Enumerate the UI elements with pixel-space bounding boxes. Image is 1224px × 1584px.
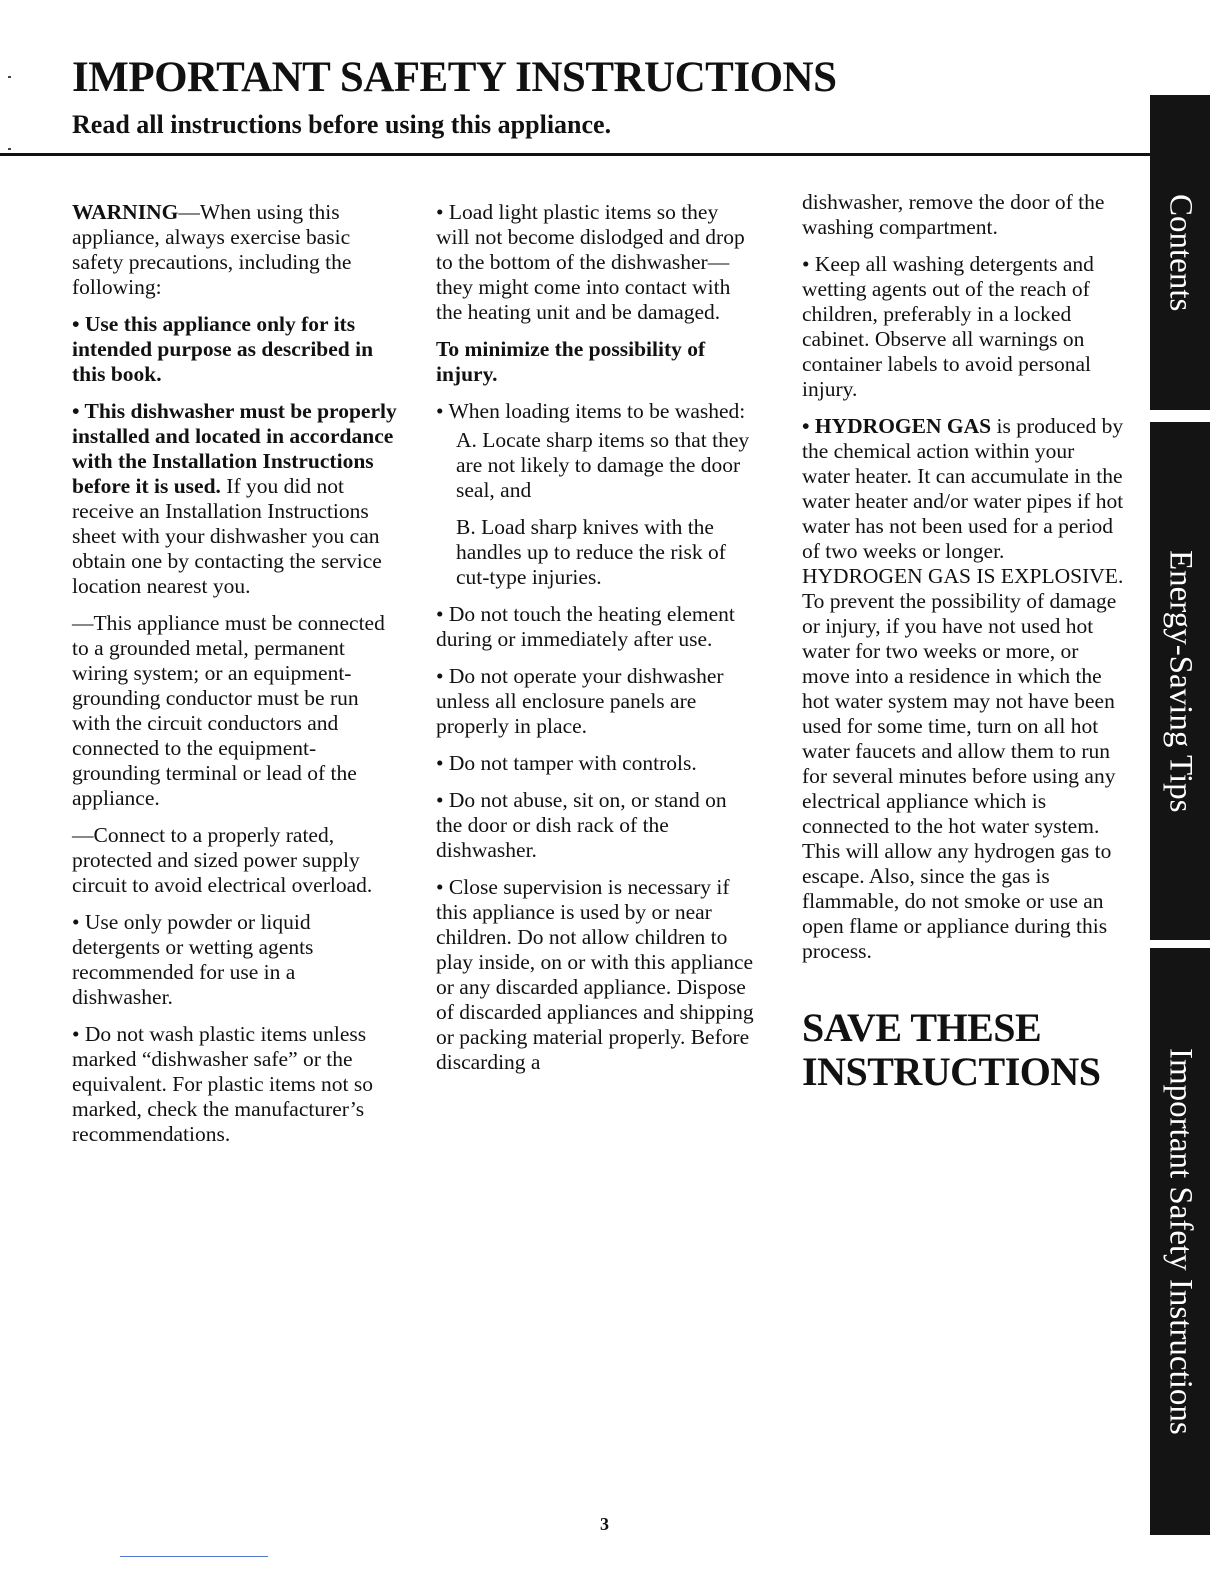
footer-line — [120, 1556, 268, 1557]
warning-text: —When using this appliance, always exercise basic safety precautions, including the following: — [72, 200, 352, 299]
heating-element-item: • Do not touch the heating element during or immediately after use. — [436, 602, 735, 651]
side-tab-label: Important Safety Instructions — [1162, 1048, 1199, 1435]
supervision-item: • Close supervision is necessary if this appliance is used by or near children. Do not allow children to play inside, on or with this appliance or any discarded appliance. Dispose of discarded appliances and shipping or packing material properly. Before discarding a — [436, 875, 754, 1074]
warning-label: WARNING — [72, 200, 179, 224]
installation-bold: • This dishwasher must be properly installed and located in accordance with the Installation Instructions before it is used. — [72, 399, 397, 498]
enclosure-panels-item: • Do not operate your dishwasher unless all enclosure panels are properly in place. — [436, 664, 724, 738]
side-tab-important-safety-instructions[interactable] — [1150, 948, 1210, 1535]
column-middle — [436, 200, 756, 1087]
column-right — [802, 190, 1124, 1106]
page-number: 3 — [600, 1514, 609, 1534]
controls-item: • Do not tamper with controls. — [436, 751, 697, 775]
detergent-storage-item: • Keep all washing detergents and wetting agents out of the reach of children, preferably in a locked cabinet. Observe all warnings on container labels to avoid personal injury. — [802, 252, 1094, 401]
detergent-item: • Use only powder or liquid detergents or wetting agents recommended for use in a dishwasher. — [72, 910, 314, 1009]
loading-subitem-b: B. Load sharp knives with the handles up to reduce the risk of cut-type injuries. — [456, 515, 726, 589]
abuse-item: • Do not abuse, sit on, or stand on the door or dish rack of the dishwasher. — [436, 788, 727, 862]
hydrogen-gas-item — [802, 414, 1124, 964]
light-plastic-item: • Load light plastic items so they will not become dislodged and drop to the bottom of the dishwasher—they might come into contact with the heating unit and be damaged. — [436, 200, 745, 324]
loading-subitem-a: A. Locate sharp items so that they are not likely to damage the door seal, and — [456, 428, 750, 502]
margin-mark — [8, 76, 11, 78]
side-tab-label: Energy-Saving Tips — [1162, 549, 1199, 813]
hydrogen-gas-bold: • HYDROGEN GAS — [802, 414, 992, 438]
installation-text: If you did not receive an Installation Instructions sheet with your dishwasher you can obtain one by contacting the service location nearest you. — [72, 474, 382, 598]
header-rule — [0, 153, 1150, 156]
page-title: IMPORTANT SAFETY INSTRUCTIONS — [72, 54, 837, 101]
page-subtitle: Read all instructions before using this appliance. — [72, 110, 612, 139]
save-instructions-heading: SAVE THESE INSTRUCTIONS — [802, 1005, 1101, 1094]
side-tab-energy-saving-tips[interactable] — [1150, 422, 1210, 940]
intended-purpose-item — [72, 312, 397, 387]
margin-mark — [8, 148, 11, 150]
side-tab-strip — [1150, 0, 1210, 1535]
injury-heading — [436, 337, 756, 387]
installation-item — [72, 399, 397, 599]
warning-paragraph — [72, 200, 397, 300]
plastic-items-item: • Do not wash plastic items unless marked “dishwasher safe” or the equivalent. For plastic items not so marked, check the manufacturer’s recommendations. — [72, 1022, 373, 1146]
column-left — [72, 200, 397, 1159]
power-supply-item: —Connect to a properly rated, protected and sized power supply circuit to avoid electrical overload. — [72, 823, 373, 897]
intended-purpose-text: • Use this appliance only for its intended purpose as described in this book. — [72, 312, 374, 386]
loading-item: • When loading items to be washed: — [436, 399, 746, 423]
injury-heading-text: To minimize the possibility of injury. — [436, 337, 706, 386]
side-tab-label: Contents — [1162, 193, 1199, 312]
door-removal-continued: dishwasher, remove the door of the washing compartment. — [802, 190, 1105, 239]
grounding-item: —This appliance must be connected to a grounded metal, permanent wiring system; or an equipment-grounding conductor must be run with the circuit conductors and connected to the equipment-grounding terminal or lead of the appliance. — [72, 611, 385, 810]
side-tab-contents[interactable] — [1150, 95, 1210, 410]
hydrogen-gas-text: is produced by the chemical action within your water heater. It can accumulate in the water heater and/or water pipes if hot water has not been used for a period of two weeks or longer. HYDROGEN GAS IS EXPLOSIVE. To prevent the possibility of damage or injury, if you have not used hot water for two weeks or more, or move into a residence in which the hot water system may not have been used for some time, turn on all hot water faucets and allow them to run for several minutes before using any electrical appliance which is connected to the hot water system. This will allow any hydrogen gas to escape. Also, since the gas is flammable, do not smoke or use an open flame or appliance during this process. — [802, 414, 1124, 963]
